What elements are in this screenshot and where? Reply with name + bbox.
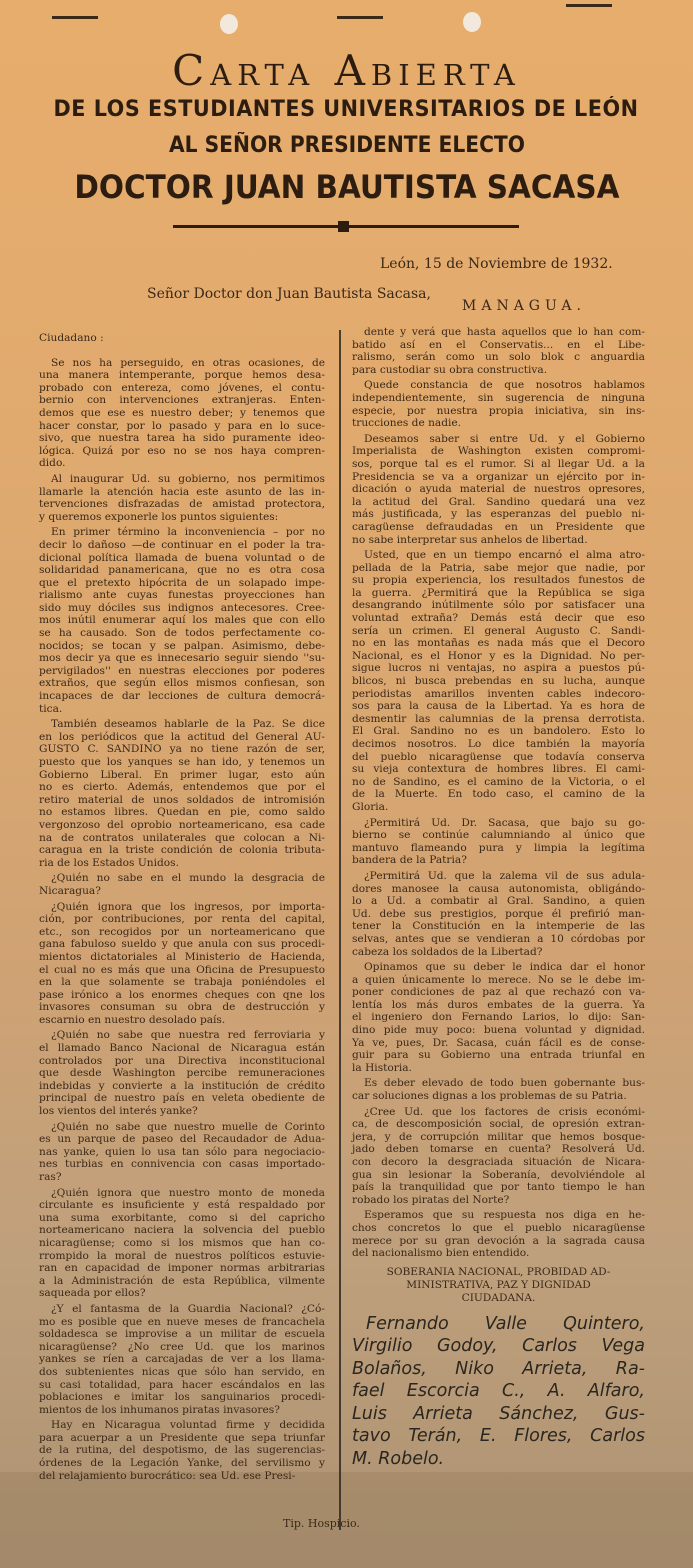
- text-line: Nicaragua?: [39, 884, 101, 897]
- text-line: Esperamos que su respuesta nos diga en he-: [364, 1209, 645, 1222]
- text-line: selvas, antes que se vendieran a 10 córdobas por: [352, 932, 645, 945]
- text-line: rialismo ante cuyas funestas proyecciones han: [39, 589, 325, 602]
- text-line: tener la Constitución en la intemperie de las: [352, 920, 645, 933]
- motto-line: SOBERANIA NACIONAL, PROBIDAD AD-: [386, 1265, 611, 1278]
- text-line: probado con entereza, como jóvenes, el contu-: [39, 381, 325, 394]
- column-divider: [339, 330, 341, 1530]
- text-line: no de Sandino, es el camino de la Victoria, o el: [352, 775, 645, 788]
- text-line: extraños, que según ellos mismos confiesan, son: [39, 677, 325, 690]
- text-line: tica.: [39, 702, 63, 715]
- text-line: en los periódicos que la actitud del General AU-: [39, 730, 325, 743]
- text-line: su vieja contextura de hombres libres. El cami-: [352, 763, 645, 776]
- text-line: sería un crimen. El general Augusto C. Sandi-: [352, 624, 645, 637]
- text-line: soldadesca se improvise a un militar de escuela: [39, 1328, 325, 1341]
- text-line: escarnio en nuestro desolado país.: [39, 1013, 226, 1026]
- text-line: bierno se continúe calumniando al único que: [352, 829, 645, 842]
- text-line: del nacionalismo bien entendido.: [352, 1247, 530, 1260]
- text-line: independientemente, sin sugerencia de ninguna: [352, 391, 645, 404]
- text-line: jado deben tomarse en cuenta? Resolverá Ud.: [352, 1143, 645, 1156]
- signature-line: fael Escorcia C., A. Alfaro,: [352, 1381, 645, 1402]
- text-line: desmentir las calumnias de la prensa derrotista.: [352, 712, 645, 725]
- text-line: ¿Quién ignora que los ingresos, por importa-: [51, 900, 325, 913]
- text-line: de la Muerte. En todo caso, el camino de la: [352, 788, 645, 801]
- text-line: decimos nosotros. Lo dice también la mayoría: [352, 738, 645, 750]
- text-line: no estamos libres. Quedan en pie, como saldo: [39, 806, 325, 819]
- text-line: no sabe interpretar sus anhelos de libertad.: [352, 533, 588, 546]
- text-line: ¿Permitirá Ud. Dr. Sacasa, que bajo su go-: [364, 816, 645, 829]
- text-line: desangrando inútilmente sólo por satisfacer una: [352, 599, 645, 612]
- text-line: para custodiar su obra constructiva.: [352, 363, 548, 376]
- text-line: ¿Cree Ud. que los factores de crisis económi-: [364, 1105, 645, 1118]
- text-line: gua sin lesionar la Soberanía, devolviéndole al: [352, 1168, 645, 1181]
- text-line: nes turbias en connivencia con casas importado-: [39, 1158, 325, 1171]
- text-line: no es cierto. Además, entendemos que por el: [39, 781, 325, 794]
- text-line: Gloria.: [352, 800, 389, 813]
- letter-title: Carta Abierta: [172, 46, 521, 95]
- text-line: car soluciones dignas a los problemas de su Patria.: [352, 1090, 627, 1103]
- text-line: guir para su Gobierno una entrada triunfal en: [352, 1049, 645, 1062]
- text-line: su propia experiencia, los resultados funestos de: [352, 574, 645, 587]
- crop-mark: [337, 16, 383, 19]
- text-line: una suma exorbitante, como si del capricho: [39, 1211, 325, 1224]
- text-line: a la Administración de esta República, vilmente: [39, 1274, 325, 1287]
- text-line: mientos de los inhumanos piratas invasores?: [39, 1403, 280, 1416]
- text-line: caragüense defraudadas en un Presidente que: [352, 520, 645, 533]
- letter-date: León, 15 de Noviembre de 1932.: [380, 256, 613, 272]
- text-line: mos decir ya que es innecesario seguir siendo ''su-: [39, 652, 325, 665]
- text-line: Nacional, es el Honor y es la Dignidad. No per-: [352, 649, 645, 662]
- text-line: dores manosee la causa autonomista, obligándo-: [352, 882, 645, 895]
- text-line: su casi totalidad, para hacer escándalos en las: [39, 1378, 325, 1391]
- text-line: Hay en Nicaragua voluntad firme y decidida: [51, 1419, 325, 1432]
- text-line: nicaragüense? ¿No cree Ud. que los marinos: [39, 1340, 325, 1353]
- text-line: Usted, que en un tiempo encarnó el alma atro-: [364, 549, 645, 562]
- text-line: del relajamiento burocrático: sea Ud. ese Presi-: [39, 1469, 296, 1482]
- text-line: sos para la causa de la Libertad. Ya es hora de: [352, 700, 645, 713]
- motto-line: CIUDADANA.: [461, 1291, 536, 1304]
- text-line: nicaragüense; como si los mismos que han co-: [39, 1236, 325, 1249]
- letter-recipient-role: AL SEÑOR PRESIDENTE ELECTO: [168, 133, 525, 158]
- text-line: poblaciones e imitar los sanguinarios procedi-: [39, 1391, 325, 1404]
- text-line: vergonzoso del oprobio norteamericano, esa cade: [39, 818, 325, 831]
- text-line: dicación o ayuda material de nuestros opresores,: [352, 483, 645, 496]
- text-line: demos que ese es nuestro deber; y tenemos que: [39, 406, 325, 419]
- text-line: caragua en la triste condición de colonia tributa-: [39, 844, 325, 857]
- letter-subtitle: DE LOS ESTUDIANTES UNIVERSITARIOS DE LEÓN: [53, 97, 639, 122]
- text-line: bandera de la Patria?: [352, 854, 467, 867]
- text-line: especie, por nuestra propia iniciativa, sin ins-: [352, 404, 645, 417]
- text-line: ran en capacidad de imponer normas arbitrarias: [39, 1262, 325, 1275]
- text-line: Presidencia se va a organizar un ejército por in-: [352, 470, 645, 483]
- text-line: de la rutina, del despotismo, de las sugerencias-: [39, 1444, 325, 1457]
- right-column: [352, 326, 645, 1470]
- text-line: la Historia.: [352, 1061, 412, 1074]
- text-line: dido.: [39, 457, 66, 470]
- text-line: blicos, ni busca prebendas en su lucha, aunque: [352, 675, 645, 688]
- printer-imprint: Tip. Hospicio.: [283, 1517, 360, 1530]
- text-line: En primer término la inconveniencia – por no: [51, 526, 325, 539]
- crop-mark: [52, 16, 98, 19]
- text-line: robado los piratas del Norte?: [352, 1193, 510, 1206]
- signature-line: Bolaños, Niko Arrieta, Ra-: [352, 1358, 645, 1379]
- text-line: incapaces de dar lecciones de cultura democrá-: [39, 690, 325, 703]
- text-line: mientos dictatoriales al Ministerio de Hacienda,: [39, 950, 325, 963]
- text-line: el ingeniero don Fernando Larios, lo dijo: San-: [352, 1011, 645, 1024]
- text-line: mos inútil enumerar aquí los males que con ello: [39, 614, 325, 627]
- text-line: mo es posible que en nueve meses de francachela: [39, 1315, 325, 1328]
- text-line: y queremos exponerle los puntos siguientes:: [39, 510, 279, 523]
- text-line: dos subtenientes nicas que sólo han servido, en: [39, 1365, 325, 1378]
- text-line: con decoro la desgraciada situación de Nicara-: [352, 1156, 645, 1168]
- text-line: lo a Ud. a combatir al Gral. Sandino, a quien: [352, 895, 645, 908]
- text-line: la actitud del Gral. Sandino quedará una vez: [352, 495, 645, 508]
- text-line: Deseamos saber si entre Ud. y el Gobierno: [364, 432, 645, 445]
- text-line: nocidos; se tocan y se palpan. Asimismo, debe-: [39, 639, 325, 652]
- text-line: norteamericano naciera la solvencia del pueblo: [39, 1224, 325, 1237]
- text-line: ca, de descomposición social, de opresión extran-: [352, 1118, 645, 1131]
- motto-line: MINISTRATIVA, PAZ Y DIGNIDAD: [406, 1278, 591, 1291]
- text-line: Es deber elevado de todo buen gobernante bus-: [364, 1077, 645, 1090]
- text-line: controlados por una Directiva inconstitucional: [39, 1054, 325, 1067]
- text-line: más justificada, y las esperanzas del pueblo ni-: [352, 508, 645, 521]
- text-line: chos concretos lo que el pueblo nicaragüense: [352, 1221, 645, 1234]
- text-line: nas yanke, quien lo usa tan sólo para negociacio-: [39, 1145, 325, 1158]
- text-line: batido así en el Conservatis... en el Libe-: [352, 338, 645, 351]
- text-line: sos, porque tal es el rumor. Si al llegar Ud. a la: [352, 457, 645, 470]
- text-line: órdenes de la Legación Yanke, del servilismo y: [39, 1457, 325, 1470]
- text-line: solidaridad panamericana, que no es otra cosa: [39, 564, 325, 577]
- text-line: una manera intemperante, porque hemos desa-: [39, 369, 325, 382]
- text-line: ¿Permitirá Ud. que la zalema vil de sus adula-: [364, 869, 645, 882]
- text-line: llamarle la atención hacia este asunto de las in-: [39, 485, 325, 498]
- text-line: Al inaugurar Ud. su gobierno, nos permitimos: [51, 472, 325, 485]
- text-line: El Gral. Sandino no es un bandolero. Esto lo: [352, 725, 645, 738]
- crop-mark: [566, 4, 612, 7]
- text-line: ras?: [39, 1171, 62, 1183]
- text-line: pervigilados'' en nuestras elecciones por poderes: [39, 664, 325, 677]
- punch-hole: [463, 12, 481, 32]
- text-line: en la que solamente se trabaja poniéndoles el: [39, 976, 325, 989]
- text-line: gana fabuloso sueldo y que anula con sus procedi-: [39, 938, 325, 951]
- text-line: dente y verá que hasta aquellos que lo han com-: [364, 326, 645, 338]
- text-line: bernio con intervenciones extranjeras. Enten-: [39, 394, 325, 407]
- text-line: es un parque de paseo del Recaudador de Adua-: [39, 1133, 325, 1146]
- text-line: que desde Washington percibe remuneraciones: [39, 1067, 325, 1080]
- text-line: ralismo, serán como un solo blok c anguardia: [352, 351, 645, 364]
- text-line: ¿Quién no sabe que nuestro muelle de Corinto: [51, 1120, 325, 1133]
- text-line: jera, y de corrupción militar que hemos bosque-: [352, 1130, 645, 1143]
- closing-motto: [352, 1266, 645, 1305]
- text-line: sigue lucros ni ventajas, no aspira a puestos pú-: [352, 662, 645, 675]
- text-line: que el pretexto hipócrita de un solapado impe-: [39, 576, 325, 589]
- text-line: pase irónico a los enormes cheques con qne los: [39, 988, 325, 1001]
- text-line: ¿Quién no sabe en el mundo la desgracia de: [51, 872, 325, 885]
- text-line: retiro material de unos soldados de intromisión: [39, 793, 325, 806]
- text-line: no en las montañas es nada más que el Decoro: [352, 637, 645, 650]
- text-line: para acuerpar a un Presidente que sepa triunfar: [39, 1431, 325, 1444]
- text-line: Opinamos que su deber le indica dar el honor: [364, 961, 645, 974]
- text-line: dino pide muy poco: buena voluntad y dignidad.: [352, 1024, 645, 1037]
- text-line: dicional política llamada de buena voluntad o de: [39, 551, 325, 564]
- text-line: ción, por contribuciones, por renta del capital,: [39, 913, 325, 926]
- signature-line: tavo Terán, E. Flores, Carlos: [352, 1426, 645, 1447]
- greeting: Ciudadano :: [39, 332, 104, 344]
- signature-line: Fernando Valle Quintero,: [366, 1313, 645, 1334]
- text-line: sido muy dóciles sus indignos antecesores. Cree-: [39, 601, 325, 614]
- signature-line: Luis Arrieta Sánchez, Gus-: [352, 1403, 645, 1424]
- text-line: lentía los más duros embates de la guerra. Ya: [352, 998, 645, 1011]
- text-line: se ha causado. Son de todos perfectamente co-: [39, 627, 325, 640]
- text-line: yankes se ríen a carcajadas de ver a los llama-: [39, 1353, 325, 1366]
- punch-hole: [220, 14, 238, 34]
- text-line: circulante es insuficiente y está respaldado por: [39, 1199, 325, 1212]
- text-line: la guerra. ¿Permitirá que la República se siga: [352, 586, 645, 599]
- text-line: saqueada por ellos?: [39, 1287, 146, 1300]
- text-line: tervenciones disfrazadas de amistad protectora,: [39, 498, 325, 511]
- text-line: ¿Quién no sabe que nuestra red ferroviaria y: [51, 1029, 325, 1042]
- text-line: invasores consuman su obra de destrucción y: [39, 1001, 325, 1014]
- salutation: Señor Doctor don Juan Bautista Sacasa,: [147, 286, 431, 302]
- text-line: decir lo dañoso —de continuar en el poder la tra-: [39, 538, 325, 551]
- text-line: el llamado Banco Nacional de Nicaragua están: [39, 1042, 325, 1055]
- signatories: [352, 1313, 645, 1471]
- text-line: periodistas amarillos inventen cables indecoro-: [352, 687, 645, 700]
- text-line: los vientos del interés yanke?: [39, 1105, 198, 1118]
- text-line: Quede constancia de que nosotros hablamos: [364, 379, 645, 392]
- text-line: poner condiciones de paz al que rechazó con va-: [352, 986, 645, 999]
- title-rule-ornament: [338, 221, 349, 232]
- text-line: a quien únicamente lo merece. No se le debe im-: [352, 973, 645, 986]
- text-line: del pueblo nicaragüense que todavía conserva: [352, 750, 645, 763]
- text-line: sivo, que nuestra tarea ha sido puramente ideo-: [39, 432, 325, 445]
- destination-city: MANAGUA.: [462, 298, 586, 314]
- text-line: ¿Y el fantasma de la Guardia Nacional? ¿Có-: [51, 1302, 325, 1315]
- text-line: cabeza los soldados de la Libertad?: [352, 945, 543, 958]
- text-line: pellada de la Patria, sabe mejor que nadie, por: [352, 561, 645, 574]
- text-line: país la tranquilidad que por tanto tiempo le han: [352, 1181, 645, 1194]
- text-line: También deseamos hablarle de la Paz. Se dice: [51, 718, 325, 731]
- text-line: voluntad extraña? Demás está decir que eso: [352, 612, 645, 625]
- text-line: ¿Quién ignora que nuestro monto de moneda: [51, 1186, 325, 1199]
- text-line: lógica. Quizá por eso no se nos haya compren-: [39, 444, 325, 457]
- text-line: Gobierno Liberal. En primer lugar, esto aún: [39, 768, 325, 781]
- text-line: na de contratos unilaterales que colocan a Ni-: [39, 831, 325, 844]
- letter-recipient-name: DOCTOR JUAN BAUTISTA SACASA: [73, 168, 619, 206]
- signature-line: M. Robelo.: [352, 1448, 445, 1469]
- text-line: Se nos ha perseguido, en otras ocasiones, de: [51, 356, 325, 369]
- text-line: GUSTO C. SANDINO ya no tiene razón de ser,: [39, 743, 325, 756]
- text-line: Ud. debe sus prestigios, porque él prefirió man-: [352, 907, 645, 920]
- text-line: Imperialista de Washington existen compromi-: [352, 445, 645, 458]
- text-line: Ya ve, pues, Dr. Sacasa, cuán fácil es de conse-: [352, 1036, 645, 1049]
- text-line: mantuvo flameando pura y limpia la legítima: [352, 841, 645, 854]
- text-line: el cual no es más que una Oficina de Presupuesto: [39, 963, 325, 976]
- text-line: trucciones de nadie.: [352, 417, 462, 430]
- text-line: principal de nuestro país en veleta obediente de: [39, 1092, 325, 1105]
- signature-line: Virgilio Godoy, Carlos Vega: [352, 1336, 645, 1357]
- text-line: hacer constar, por lo pasado y para en lo suce-: [39, 419, 325, 432]
- text-line: indebidas y convierte a la institución de crédito: [39, 1079, 325, 1092]
- text-line: merece por su gran devoción a la sagrada causa: [352, 1234, 645, 1247]
- text-line: etc., son recogidos por un norteamericano que: [39, 925, 325, 938]
- text-line: ria de los Estados Unidos.: [39, 856, 179, 869]
- left-column: [39, 332, 325, 1482]
- text-line: rrompido la moral de nuestros políticos estuvie-: [39, 1249, 325, 1262]
- text-line: puesto que los yanques se han ido, y tenemos un: [39, 756, 325, 768]
